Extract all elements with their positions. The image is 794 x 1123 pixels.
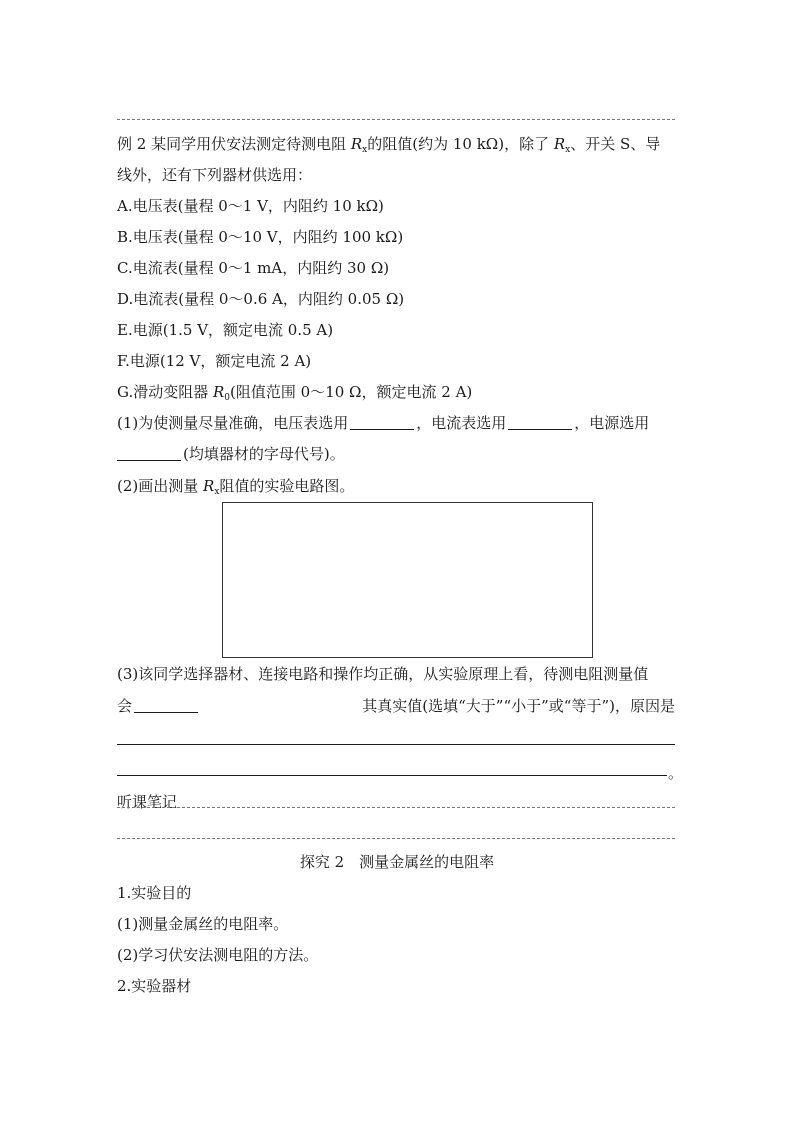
rx-subscript-2: x bbox=[565, 145, 571, 155]
notes-dashed-line-1 bbox=[117, 807, 675, 808]
example-intro-text-a: 例 2 某同学用伏安法测定待测电阻 bbox=[117, 135, 351, 153]
question-3-line2-left bbox=[117, 696, 200, 716]
section-2-item-1: 1.实验目的 bbox=[117, 884, 192, 902]
option-c: C.电流表(量程 0～1 mA，内阻约 30 Ω) bbox=[117, 259, 390, 277]
rx-symbol: R bbox=[350, 135, 363, 153]
question-2-text-b: 阻值的实验电路图。 bbox=[219, 477, 355, 495]
section-2-item-2: 2.实验器材 bbox=[117, 977, 192, 995]
section-2-title: 探究 2 测量金属丝的电阻率 bbox=[299, 853, 495, 871]
rx-subscript-3: x bbox=[214, 487, 220, 497]
answer-blank-comparison[interactable] bbox=[134, 698, 198, 713]
question-3-text-c: 其真实值(选填“大于”“小于”或“等于”)，原因是 bbox=[362, 697, 675, 715]
answer-line-reason-1[interactable] bbox=[117, 744, 675, 745]
notes-dashed-line-2 bbox=[117, 838, 675, 839]
answer-line-reason-2[interactable] bbox=[117, 775, 667, 776]
r0-symbol: R bbox=[213, 383, 225, 401]
question-3-line2 bbox=[117, 696, 675, 716]
question-2 bbox=[117, 476, 354, 502]
option-a: A.电压表(量程 0～1 V，内阻约 10 kΩ) bbox=[117, 197, 384, 215]
circuit-drawing-box[interactable] bbox=[222, 502, 593, 658]
question-2-text-a: (2)画出测量 bbox=[117, 477, 204, 495]
rx-subscript: x bbox=[362, 145, 368, 155]
rx-symbol-2: R bbox=[553, 135, 566, 153]
question-3-line1: (3)该同学选择器材、连接电路和操作均正确，从实验原理上看，待测电阻测量值 bbox=[117, 665, 649, 683]
notes-label: 听课笔记 bbox=[117, 793, 178, 811]
question-1-line1 bbox=[117, 413, 649, 433]
question-1-text-c: ，电源选用 bbox=[574, 414, 650, 432]
option-d: D.电流表(量程 0～0.6 A，内阻约 0.05 Ω) bbox=[117, 290, 405, 308]
example-intro-text-b: 的阻值(约为 10 kΩ)，除了 bbox=[367, 135, 554, 153]
question-3-period: 。 bbox=[668, 764, 684, 782]
question-3-text-b: 会 bbox=[117, 697, 133, 715]
top-dashed-divider bbox=[117, 119, 675, 120]
option-b: B.电压表(量程 0～10 V，内阻约 100 kΩ) bbox=[117, 228, 404, 246]
question-1-text-b: ，电流表选用 bbox=[416, 414, 507, 432]
option-g-text-b: (阻值范围 0～10 Ω，额定电流 2 A) bbox=[230, 383, 473, 401]
answer-blank-ammeter[interactable] bbox=[508, 415, 572, 430]
question-1-line2 bbox=[117, 444, 345, 464]
rx-symbol-3: R bbox=[203, 477, 215, 495]
example-intro-text-c: 、开关 S、导 bbox=[570, 135, 661, 153]
question-1-text-d: (均填器材的字母代号)。 bbox=[183, 445, 345, 463]
option-f: F.电源(12 V，额定电流 2 A) bbox=[117, 352, 312, 370]
question-1-text-a: (1)为使测量尽量准确，电压表选用 bbox=[117, 414, 349, 432]
example-intro-line2: 线外，还有下列器材供选用： bbox=[117, 166, 313, 184]
option-g bbox=[117, 382, 472, 408]
section-2-sub-1: (1)测量金属丝的电阻率。 bbox=[117, 915, 289, 933]
example-intro-line1 bbox=[117, 134, 660, 160]
r0-subscript: 0 bbox=[224, 393, 231, 403]
section-2-sub-2: (2)学习伏安法测电阻的方法。 bbox=[117, 946, 319, 964]
option-g-text-a: G.滑动变阻器 bbox=[117, 383, 213, 401]
answer-blank-voltmeter[interactable] bbox=[350, 415, 414, 430]
option-e: E.电源(1.5 V，额定电流 0.5 A) bbox=[117, 321, 334, 339]
answer-blank-power-supply[interactable] bbox=[117, 446, 181, 461]
